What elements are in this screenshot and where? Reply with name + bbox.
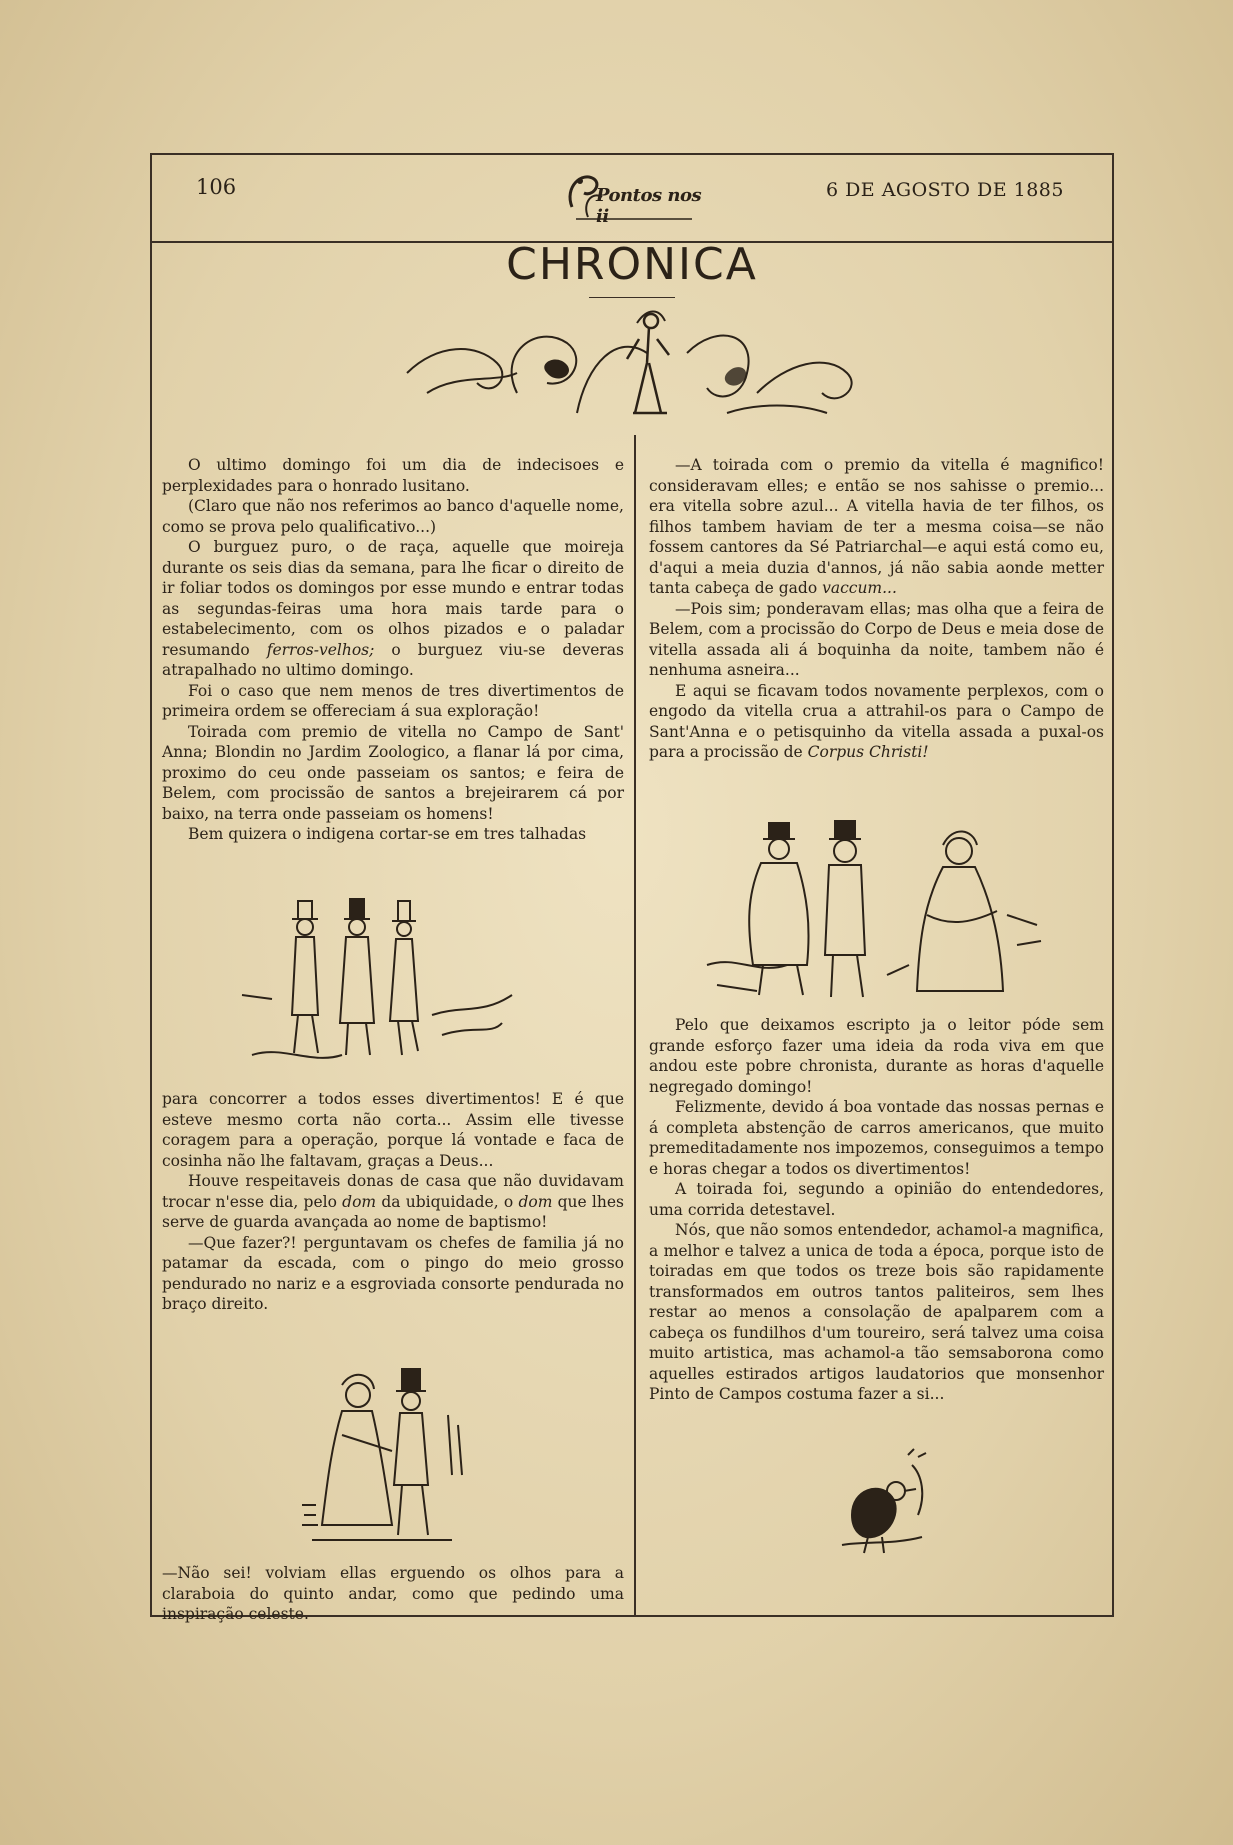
- title-ornament-icon: [397, 303, 867, 433]
- left-column-bottom: [162, 1563, 624, 1625]
- italic-term: dom: [342, 1192, 377, 1211]
- paragraph: (Claro que não nos referimos ao banco d'aquelle nome, como se prova pelo qualificativo...): [162, 497, 624, 536]
- paragraph: Nós, que não somos entendedor, achamol-a magnifica, a melhor e talvez a unica de toda a época, porque isto de toiradas em que todos os treze bois são rapidamente transformados em outros tantos paliteiros, sem lhes restar ao menos a consolação de apalparem com a cabeça os fundilhos d'um toureiro, será talvez uma coisa muito artistica, mas achamol-a tão semsaborona como aquelles estirados artigos laudatorios que monsenhor Pinto de Campos costuma fazer a si...: [649, 1221, 1104, 1403]
- title-rule: [589, 297, 675, 298]
- masthead: [562, 167, 712, 225]
- right-column-bottom: [649, 1015, 1104, 1405]
- paragraph: —Que fazer?! perguntavam os chefes de familia já no patamar da escada, com o pingo do meio grosso pendurado no nariz e a esgroviada consorte pendurada no braço direito.: [162, 1233, 624, 1313]
- paragraph: A toirada foi, segundo a opinião do entendedores, uma corrida detestavel.: [649, 1180, 1104, 1219]
- page-frame: [150, 153, 1114, 1623]
- paragraph: O ultimo domingo foi um dia de indecisoes e perplexidades para o honrado lusitano.: [162, 456, 624, 495]
- paragraph-text: O burguez puro, o de raça, aquelle que moireja durante os seis dias da semana, para lhe ficar o direito de ir foliar todos os domingos por esse mundo e entrar todas as segundas-feiras uma hora mais tarde para o estabelecimento, com os olhos pizados e o paladar resumando: [162, 538, 624, 659]
- paragraph-text: o burguez viu-se deveras atrapalhado no ultimo domingo.: [162, 640, 624, 679]
- paragraph: —Pois sim; ponderavam ellas; mas olha que a feira de Belem, com a procissão do Corpo de Deus e meia dose de vitella assada ali á boquinha da noite, tambem não é nenhuma asneira...: [649, 599, 1104, 679]
- paragraph: [649, 681, 1104, 763]
- couple-sketch-icon: [272, 1355, 512, 1555]
- paragraph: Felizmente, devido á boa vontade das nossas pernas e á completa abstenção de carros americanos, que muito premeditadamente nos impozemos, conseguimos a tempo e horas chegar a todos os divertimentos!: [649, 1098, 1104, 1178]
- italic-term: ferros-velhos;: [266, 640, 375, 659]
- paragraph: Foi o caso que nem menos de tres divertimentos de primeira ordem se offereciam á sua exploração!: [162, 681, 624, 720]
- paragraph-text: Houve respeitaveis donas de casa que não duvidavam trocar n'esse dia, pelo: [162, 1172, 624, 1211]
- section-title: CHRONICA: [506, 239, 758, 290]
- left-column-middle: [162, 1089, 624, 1315]
- column-divider: [634, 435, 636, 1615]
- three-men-sketch-icon: [222, 895, 522, 1065]
- right-column-top: [649, 455, 1104, 763]
- paragraph: para concorrer a todos esses divertimentos! E é que esteve mesmo corta não corta... Assim elle tivesse coragem para a operação, porque lá vontade e faca de cosinha não lhe faltavam, graças a Deus...: [162, 1090, 624, 1170]
- crowd-sketch-icon: [697, 815, 1077, 1005]
- paragraph-text: da ubiquidade, o: [381, 1192, 514, 1211]
- paragraph: [162, 1171, 624, 1233]
- italic-term: Corpus Christi!: [807, 743, 929, 761]
- bird-sketch-icon: [822, 1445, 942, 1575]
- left-column-top: [162, 455, 624, 845]
- paragraph: Bem quizera o indigena cortar-se em tres talhadas: [188, 825, 587, 843]
- page-number: 106: [196, 175, 237, 199]
- paragraph-text: E aqui se ficavam todos novamente perplexos, com o engodo da vitella crua a attrahil-os para o Campo de Sant'Anna e o petisquinho da vitella assada a puxal-os para a procissão de: [649, 681, 1104, 761]
- paragraph: Pelo que deixamos escripto ja o leitor póde sem grande esforço fazer uma ideia da roda viva em que andou este pobre chronista, durante as horas d'aquelle negregado domingo!: [649, 1016, 1104, 1096]
- issue-date: 6 DE AGOSTO DE 1885: [825, 179, 1064, 201]
- paragraph: Toirada com premio de vitella no Campo de Sant' Anna; Blondin no Jardim Zoologico, a flanar lá por cima, proximo do ceu onde passeiam os santos; e feira de Belem, com procissão de santos a brejeirarem cá por baixo, na terra onde passeiam os homens!: [162, 722, 624, 823]
- paragraph-text: —A toirada com o premio da vitella é magnifico! consideravam elles; e então se nos sahisse o premio... era vitella sobre azul... A vitella havia de ter filhos, os filhos tambem haviam de ter a mesma coisa—se não fossem cantores da Sé Patriarchal—e aqui está como eu, d'aqui a meia duzia d'annos, já não sabia aonde metter tanta cabeça de gado: [649, 456, 1104, 597]
- paragraph: —Não sei! volviam ellas erguendo os olhos para a claraboia do quinto andar, como que pedindo uma inspiração celeste.: [162, 1564, 624, 1623]
- paragraph: [649, 455, 1104, 599]
- italic-term: vaccum...: [822, 579, 897, 597]
- paragraph-text: que lhes serve de guarda avançada ao nome de baptismo!: [162, 1192, 624, 1231]
- italic-term: dom: [518, 1192, 553, 1211]
- paragraph: [162, 537, 624, 681]
- masthead-title: Pontos nos ii: [596, 185, 702, 227]
